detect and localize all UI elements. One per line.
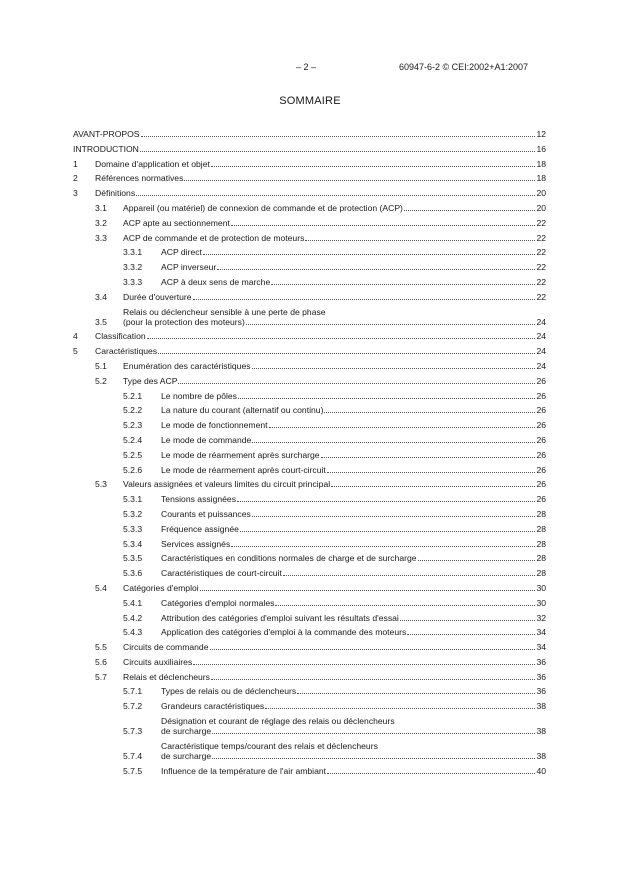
toc-entry-title: Tensions assignées [161,494,237,505]
page-number: – 2 – [296,62,317,72]
toc-entry[interactable] [73,435,546,445]
toc-entry-page: 34 [536,642,546,653]
toc-entry-number: 5.3.6 [123,568,143,579]
dot-leader [178,382,535,384]
toc-entry-page: 38 [536,701,546,712]
toc-entry-number: 3 [73,188,78,199]
toc-entry-page: 22 [536,217,546,228]
toc-entry[interactable] [73,642,546,652]
toc-entry-title: Grandeurs caractéristiques [161,701,265,712]
dot-leader [283,574,536,576]
toc-entry-title: Appareil (ou matériel) de connexion de commande et de protection (ACP) [123,202,403,213]
dot-leader [305,239,535,241]
toc-entry[interactable] [73,553,546,563]
dot-leader [252,441,535,443]
toc-entry-title: ACP de commande et de protection de moteurs [123,232,305,243]
dot-leader [400,619,536,621]
dot-leader [269,426,536,428]
toc-entry[interactable] [73,494,546,504]
toc-entry-page: 24 [536,346,546,357]
dot-leader [407,633,535,635]
toc-entry-number: 3.3.3 [123,276,143,287]
toc-entry[interactable] [73,159,546,169]
toc-entry-title: ACP à deux sens de marche [161,276,271,287]
toc-entry-page: 24 [536,316,546,327]
dot-leader [321,456,536,458]
dot-leader [246,323,536,325]
toc-entry-title-continued: de surcharge [161,726,212,737]
toc-entry-title: Catégories d'emploi [123,582,199,593]
toc-entry-title: ACP inverseur [161,262,217,273]
toc-entry[interactable] [73,479,546,489]
toc-entry-title: Circuits auxiliaires [123,656,193,667]
toc-entry[interactable] [73,509,546,519]
dot-leader [265,707,535,709]
toc-entry-title: Désignation et courant de réglage des relais ou déclencheurs [161,716,395,727]
toc-entry-number: 5 [73,346,78,357]
toc-entry-number: 5.3.1 [123,494,143,505]
toc-entry-page: 22 [536,291,546,302]
toc-entry-title: Le mode de réarmement après court-circuit [161,464,326,475]
toc-entry-page: 22 [536,247,546,258]
toc-entry[interactable] [73,613,546,623]
toc-entry[interactable] [73,129,546,139]
toc-entry-title: INTRODUCTION [73,143,139,154]
toc-entry-title-continued: (pour la protection des moteurs) [123,316,245,327]
toc-entry-title: Définitions [95,188,136,199]
toc-entry-number: 5.4 [95,582,107,593]
toc-entry-title: Le mode de réarmement après surcharge [161,449,320,460]
dot-leader [212,732,535,734]
toc-entry[interactable] [73,716,546,736]
toc-entry-number: 5.7 [95,671,107,682]
toc-entry-page: 26 [536,479,546,490]
toc-entry-number: 5.2.1 [123,390,143,401]
dot-leader [193,298,536,300]
toc-entry-number: 3.3 [95,232,107,243]
toc-entry-title: Classification [95,331,146,342]
dot-leader [327,471,536,473]
toc-entry-number: 5.7.3 [123,726,143,737]
toc-entry-page: 36 [536,671,546,682]
toc-entry[interactable] [73,203,546,213]
toc-entry-number: 1 [73,158,78,169]
toc-entry-number: 5.3.2 [123,508,143,519]
toc-entry[interactable] [73,672,546,682]
toc-entry-page: 22 [536,232,546,243]
toc-entry-title: Enumération des caractéristiques [123,360,251,371]
toc-entry-number: 5.2.4 [123,434,143,445]
dot-leader [147,337,536,339]
dot-leader [331,485,535,487]
toc-entry-title: Caractéristiques en conditions normales de charge et de surcharge [161,553,417,564]
toc-entry-title: Attribution des catégories d'emploi suivant les résultats d'essai [161,612,399,623]
toc-entry-page: 32 [536,612,546,623]
toc-entry-page: 28 [536,538,546,549]
toc-entry[interactable] [73,144,546,154]
toc-entry-page: 22 [536,276,546,287]
toc-entry[interactable] [73,277,546,287]
toc-entry[interactable] [73,346,546,356]
toc-entry-page: 24 [536,331,546,342]
toc-entry[interactable] [73,376,546,386]
toc-entry-title: ACP apte au sectionnement [123,217,230,228]
page-header [0,62,620,76]
toc-entry-number: 5.5 [95,642,107,653]
toc-entry-title-continued: de surcharge [161,750,212,761]
toc-entry-number: 3.5 [95,316,107,327]
toc-entry-title: Application des catégories d'emploi à la commande des moteurs [161,627,407,638]
toc-entry-number: 5.4.3 [123,627,143,638]
toc-entry[interactable] [73,583,546,593]
toc-entry-page: 28 [536,523,546,534]
toc-entry-title: Influence de la température de l'air ambiant [161,765,327,776]
dot-leader [238,397,535,399]
dot-leader [212,757,535,759]
toc-entry-page: 36 [536,686,546,697]
dot-leader [252,515,536,517]
toc-entry-page: 26 [536,449,546,460]
toc-entry-title: La nature du courant (alternatif ou continu) [161,405,324,416]
toc-entry[interactable] [73,465,546,475]
toc-entry-number: 5.3.3 [123,523,143,534]
toc-entry-title: Valeurs assignées et valeurs limites du circuit principal [123,479,331,490]
toc-entry[interactable] [73,292,546,302]
toc-entry-title: Relais ou déclencheur sensible à une perte de phase [123,306,326,317]
toc-entry-page: 26 [536,375,546,386]
toc-entry[interactable] [73,598,546,608]
toc-entry-title: Type des ACP [123,375,178,386]
toc-entry-title: Types de relais ou de déclencheurs [161,686,297,697]
toc-entry-title: Services assignés [161,538,231,549]
toc-entry-number: 5.7.2 [123,701,143,712]
toc-entry-title: Caractéristiques [95,346,158,357]
toc-entry-number: 5.1 [95,360,107,371]
table-of-contents [73,129,546,780]
toc-entry[interactable] [73,247,546,257]
toc-entry-title: Domaine d'application et objet [95,158,210,169]
page-title: SOMMAIRE [279,95,341,107]
dot-leader [203,253,536,255]
toc-entry[interactable] [73,262,546,272]
toc-entry-number: 5.7.4 [123,750,143,761]
toc-entry-number: 5.3.4 [123,538,143,549]
toc-entry-title: AVANT-PROPOS [73,129,140,139]
toc-entry-page: 26 [536,390,546,401]
toc-entry-number: 3.1 [95,202,107,213]
dot-leader [404,209,536,211]
toc-entry-page: 28 [536,508,546,519]
toc-entry-page: 28 [536,553,546,564]
toc-entry-number: 5.6 [95,656,107,667]
toc-entry[interactable] [73,450,546,460]
toc-entry-title: Catégories d'emploi normales [161,597,275,608]
toc-entry[interactable] [73,524,546,534]
toc-entry[interactable] [73,233,546,243]
toc-entry[interactable] [73,405,546,415]
toc-entry[interactable] [73,539,546,549]
toc-entry-title: Circuits de commande [123,642,209,653]
dot-leader [297,692,535,694]
toc-entry-page: 16 [536,143,546,154]
toc-entry[interactable] [73,568,546,578]
dot-leader [211,678,535,680]
toc-entry-page: 18 [536,173,546,184]
toc-entry-number: 5.2.6 [123,464,143,475]
toc-entry-page: 24 [536,360,546,371]
toc-entry-page: 26 [536,420,546,431]
toc-entry[interactable] [73,361,546,371]
toc-entry-page: 38 [536,750,546,761]
toc-entry-number: 5.7.5 [123,765,143,776]
toc-entry-page: 20 [536,202,546,213]
toc-entry-page: 30 [536,582,546,593]
toc-entry-title: ACP direct [161,247,202,258]
toc-entry-title: Durée d'ouverture [123,291,192,302]
dot-leader [240,530,536,532]
dot-leader [217,268,535,270]
dot-leader [140,150,536,152]
toc-entry-page: 38 [536,726,546,737]
toc-entry[interactable] [73,701,546,711]
toc-entry[interactable] [73,391,546,401]
toc-entry-page: 18 [536,158,546,169]
dot-leader [211,165,536,167]
dot-leader [327,772,535,774]
toc-entry[interactable] [73,218,546,228]
document-reference: 60947-6-2 © CEI:2002+A1:2007 [399,62,528,72]
dot-leader [252,367,536,369]
toc-entry-page: 28 [536,568,546,579]
toc-entry[interactable] [73,686,546,696]
toc-entry-number: 5.3.5 [123,553,143,564]
toc-entry-title: Le mode de fonctionnement [161,420,268,431]
toc-entry[interactable] [73,766,546,776]
toc-entry-page: 26 [536,434,546,445]
toc-entry[interactable] [73,420,546,430]
dot-leader [136,194,535,196]
toc-entry-title: Caractéristiques de court-circuit [161,568,282,579]
toc-entry-number: 3.4 [95,291,107,302]
toc-entry-title: Courants et puissances [161,508,251,519]
toc-entry-number: 5.2.2 [123,405,143,416]
dot-leader [275,604,535,606]
toc-entry-title: Le mode de commande [161,434,252,445]
toc-entry[interactable] [73,173,546,183]
dot-leader [200,589,536,591]
dot-leader [271,283,535,285]
toc-entry-page: 30 [536,597,546,608]
dot-leader [158,352,535,354]
toc-entry-page: 40 [536,765,546,776]
dot-leader [324,411,535,413]
toc-entry-page: 26 [536,405,546,416]
toc-entry-page: 12 [536,129,546,139]
dot-leader [231,224,536,226]
dot-leader [210,648,536,650]
dot-leader [193,663,535,665]
toc-entry-page: 20 [536,188,546,199]
toc-entry[interactable] [73,627,546,637]
toc-entry-page: 26 [536,494,546,505]
toc-entry-number: 3.3.1 [123,247,143,258]
toc-entry-title: Références normatives [95,173,184,184]
toc-entry-number: 5.4.2 [123,612,143,623]
toc-entry-number: 5.4.1 [123,597,143,608]
toc-entry[interactable] [73,307,546,327]
toc-entry-title: Le nombre de pôles [161,390,237,401]
toc-entry-title: Fréquence assignée [161,523,239,534]
toc-entry-number: 5.2.3 [123,420,143,431]
dot-leader [141,135,536,137]
toc-entry-number: 3.2 [95,217,107,228]
dot-leader [418,559,536,561]
dot-leader [184,179,535,181]
dot-leader [231,545,535,547]
toc-entry-number: 5.2.5 [123,449,143,460]
toc-entry-page: 36 [536,656,546,667]
toc-entry-number: 5.3 [95,479,107,490]
toc-entry-number: 2 [73,173,78,184]
toc-entry-number: 3.3.2 [123,262,143,273]
toc-entry-number: 5.7.1 [123,686,143,697]
dot-leader [237,500,535,502]
toc-entry[interactable] [73,188,546,198]
toc-entry-page: 26 [536,464,546,475]
toc-entry-page: 34 [536,627,546,638]
toc-entry[interactable] [73,331,546,341]
toc-entry-number: 5.2 [95,375,107,386]
toc-entry-page: 22 [536,262,546,273]
toc-entry-number: 4 [73,331,78,342]
toc-entry-title: Caractéristique temps/courant des relais et déclencheurs [161,740,378,751]
toc-entry[interactable] [73,657,546,667]
toc-entry[interactable] [73,741,546,761]
toc-entry-title: Relais et déclencheurs [123,671,210,682]
